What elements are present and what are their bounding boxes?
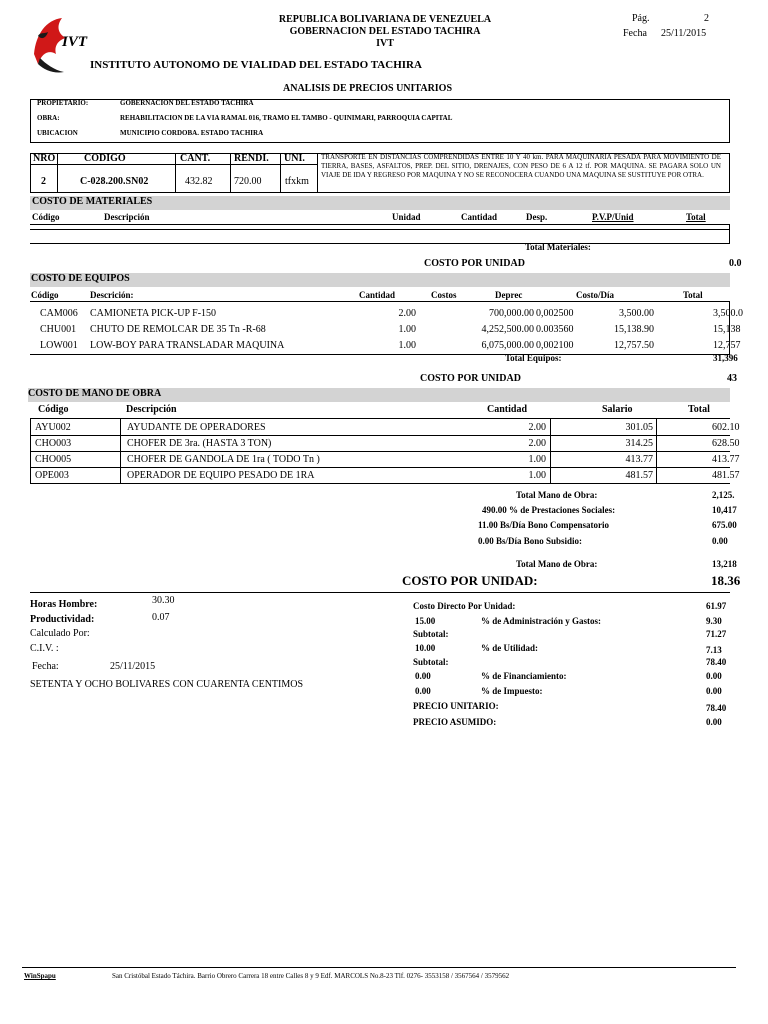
subtotal1-value: 71.27 [706, 629, 727, 639]
equipment-header-cost: Costos [431, 290, 457, 300]
item-nro: 2 [41, 176, 46, 187]
subtotal1-label: Subtotal: [413, 629, 449, 639]
labor-desc: OPERADOR DE EQUIPO PESADO DE 1RA [127, 470, 315, 481]
materials-total-label: Total Materiales: [525, 242, 591, 252]
labor-desc: CHOFER DE 3ra. (HASTA 3 TON) [127, 438, 272, 449]
tax-value: 0.00 [706, 686, 722, 696]
labor-total-value: 2,125. [712, 490, 735, 500]
equipment-deprec: 0,002500 [536, 308, 574, 319]
labor-total: 481.57 [712, 470, 740, 481]
labor-title: COSTO DE MANO DE OBRA [28, 388, 162, 399]
equipment-header-qty: Cantidad [359, 290, 396, 300]
labor-total: 628.50 [712, 438, 740, 449]
date-value: 25/11/2015 [661, 28, 707, 39]
equipment-qty: 2.00 [398, 308, 416, 319]
materials-unit-cost-label: COSTO POR UNIDAD [424, 258, 525, 269]
equipment-header-desc: Descrición: [90, 290, 134, 300]
labor-total: 413.77 [712, 454, 740, 465]
equipment-cost: 4,252,500.00 [481, 324, 534, 335]
labor-header-code: Código [38, 404, 69, 415]
location-label: UBICACION [37, 129, 78, 137]
productivity-value: 0.07 [152, 612, 170, 623]
equipment-code: CHU001 [40, 324, 77, 335]
summary-date-value: 25/11/2015 [110, 661, 156, 672]
equipment-total-label: Total Equipos: [505, 353, 562, 363]
equipment-qty: 1.00 [398, 340, 416, 351]
equipment-bar [30, 273, 730, 287]
labor-subsidy-label: 0.00 Bs/Día Bono Subsidio: [478, 536, 583, 546]
equipment-deprec: 0.003560 [536, 324, 574, 335]
materials-header-unit: Unidad [392, 212, 421, 222]
institute-name: INSTITUTO AUTONOMO DE VIALIDAD DEL ESTADO TACHIRA [90, 59, 422, 71]
labor-salary: 481.57 [625, 470, 653, 481]
location-value: MUNICIPIO CORDOBA. ESTADO TACHIRA [120, 129, 264, 137]
materials-title: COSTO DE MATERIALES [32, 196, 153, 207]
equipment-daily: 12,757.50 [614, 340, 654, 351]
admin-pct: 15.00 [415, 616, 436, 626]
equipment-unit-cost-label: COSTO POR UNIDAD [420, 373, 521, 384]
labor-desc: CHOFER DE GANDOLA DE 1ra ( TODO Tn ) [127, 454, 320, 465]
labor-qty: 2.00 [528, 438, 546, 449]
equipment-title: COSTO DE EQUIPOS [31, 273, 130, 284]
equipment-code: LOW001 [40, 340, 78, 351]
tax-label: % de Impuesto: [481, 686, 543, 696]
materials-table [30, 224, 730, 244]
assumed-price-value: 0.00 [706, 717, 722, 727]
summary-date-label: Fecha: [32, 661, 59, 672]
labor-grand-value: 13,218 [712, 559, 737, 569]
header-line2: GOBERNACION DEL ESTADO TACHIRA [289, 26, 481, 37]
labor-header-total: Total [688, 404, 710, 415]
labor-unit-cost-label: COSTO POR UNIDAD: [402, 573, 538, 588]
materials-header-qty: Cantidad [461, 212, 498, 222]
item-header-rend: RENDI. [234, 153, 269, 164]
materials-header-desc: Descripción [104, 212, 150, 222]
labor-qty: 1.00 [528, 470, 546, 481]
financing-pct: 0.00 [415, 671, 431, 681]
equipment-header-total: Total [683, 290, 703, 300]
labor-benefits-label: 490.00 % de Prestaciones Sociales: [482, 505, 616, 515]
civ-label: C.I.V. : [30, 643, 59, 654]
equipment-unit-cost-value: 43 [727, 373, 737, 384]
admin-value: 9.30 [706, 616, 722, 626]
equipment-desc: LOW-BOY PARA TRANSLADAR MAQUINA [90, 340, 285, 351]
productivity-label: Productividad: [30, 614, 95, 625]
materials-header-total: Total [686, 212, 706, 222]
admin-label: % de Administración y Gastos: [481, 616, 602, 626]
utility-label: % de Utilidad: [481, 643, 539, 653]
equipment-header-code: Código [31, 290, 59, 300]
labor-salary: 413.77 [625, 454, 653, 465]
labor-unit-cost-value: 18.36 [711, 573, 741, 588]
equipment-total: 15,138 [713, 324, 741, 335]
labor-total-label: Total Mano de Obra: [516, 490, 598, 500]
unit-price-label: PRECIO UNITARIO: [413, 701, 499, 711]
unit-price-value: 78.40 [706, 703, 727, 713]
labor-code: CHO005 [35, 454, 72, 465]
header-line1: REPUBLICA BOLIVARIANA DE VENEZUELA [278, 14, 492, 25]
materials-header-desp: Desp. [526, 212, 548, 222]
owner-value: GOBERNACION DEL ESTADO TACHIRA [120, 99, 254, 107]
labor-header-qty: Cantidad [487, 404, 528, 415]
labor-qty: 1.00 [528, 454, 546, 465]
labor-benefits-value: 10,417 [712, 505, 737, 515]
item-unit: tfxkm [285, 176, 309, 187]
labor-code: CHO003 [35, 438, 72, 449]
labor-bonus-label: 11.00 Bs/Día Bono Compensatorio [478, 520, 610, 530]
item-header-qty: CANT. [180, 153, 211, 164]
equipment-deprec: 0,002100 [536, 340, 574, 351]
equipment-total: 3,500.0 [713, 308, 743, 319]
labor-subsidy-value: 0.00 [712, 536, 728, 546]
labor-header-salary: Salario [602, 404, 633, 415]
page-label: Pág. [632, 13, 650, 24]
subtotal2-value: 78.40 [706, 657, 727, 667]
equipment-desc: CHUTO DE REMOLCAR DE 35 Tn -R-68 [90, 324, 266, 335]
equipment-cost: 6,075,000.00 [481, 340, 534, 351]
equipment-cost: 700,000.00 [489, 308, 534, 319]
labor-total: 602.10 [712, 422, 740, 433]
header-line3: IVT [376, 38, 394, 49]
item-header-code: CODIGO [84, 153, 126, 164]
equipment-total-value: 31,396 [713, 353, 738, 363]
amount-in-words: SETENTA Y OCHO BOLIVARES CON CUARENTA CENTIMOS [30, 679, 304, 690]
labor-qty: 2.00 [528, 422, 546, 433]
labor-desc: AYUDANTE DE OPERADORES [127, 422, 266, 433]
footer-brand: WinSpapu [24, 972, 56, 980]
materials-header-pvp: P.V.P/Unid [592, 212, 634, 222]
utility-value: 7.13 [706, 645, 722, 655]
equipment-header-daily: Costo/Día [576, 290, 614, 300]
labor-grand-label: Total Mano de Obra: [516, 559, 598, 569]
owner-label: PROPIETARIO: [37, 99, 89, 107]
labor-bonus-value: 675.00 [712, 520, 737, 530]
equipment-desc: CAMIONETA PICK-UP F-150 [90, 308, 217, 319]
calculated-by-label: Calculado Por: [30, 628, 90, 639]
date-label: Fecha [623, 28, 647, 39]
item-code: C-028.200.SN02 [80, 176, 149, 187]
item-qty: 432.82 [185, 176, 213, 187]
equipment-daily: 3,500.00 [619, 308, 654, 319]
assumed-price-label: PRECIO ASUMIDO: [413, 717, 497, 727]
direct-cost-label: Costo Directo Por Unidad: [413, 601, 516, 611]
page-value: 2 [704, 13, 709, 24]
equipment-daily: 15,138.90 [614, 324, 654, 335]
hours-label: Horas Hombre: [30, 599, 98, 610]
logo [28, 14, 88, 76]
materials-header-code: Código [32, 212, 60, 222]
item-rend: 720.00 [234, 176, 262, 187]
labor-code: AYU002 [35, 422, 71, 433]
labor-header-desc: Descripción [126, 404, 177, 415]
work-label: OBRA: [37, 114, 60, 122]
item-header-nro: NRO [33, 153, 56, 164]
document-title: ANALISIS DE PRECIOS UNITARIOS [283, 83, 453, 94]
tax-pct: 0.00 [415, 686, 431, 696]
hours-value: 30.30 [152, 595, 175, 606]
equipment-header-deprec: Deprec [495, 290, 523, 300]
financing-value: 0.00 [706, 671, 722, 681]
logo-text: IVT [62, 34, 88, 50]
utility-pct: 10.00 [415, 643, 436, 653]
equipment-qty: 1.00 [398, 324, 416, 335]
labor-salary: 301.05 [625, 422, 653, 433]
financing-label: % de Financiamiento: [481, 671, 567, 681]
item-header-unit: UNI. [284, 153, 305, 164]
summary-divider [30, 592, 730, 593]
equipment-code: CAM006 [40, 308, 78, 319]
item-description: TRANSPORTE EN DISTANCIAS COMPRENDIDAS ENTRE 10 Y 40 km. PARA MAQUINARIA PESADA PARA MOVIMIENTO DE TIERRA, BASES, ASFALTOS, PREP. DEL SITIO, DRENAJES, CON PESO DE 6 A 12 tf. POR MAQUINA. SE PAGARA SOLO UN VIAJE DE IDA Y REGRESO POR MAQUINA Y NO SE RECONOCERA CUANDO UNA MAQUINA SE SUSTITUYE POR OTRA. [321, 153, 721, 179]
work-value: REHABILITACION DE LA VIA RAMAL 016, TRAMO EL TAMBO - QUINIMARI, PARROQUIA CAPITAL [120, 114, 453, 122]
equipment-total: 12,757 [713, 340, 741, 351]
labor-code: OPE003 [35, 470, 69, 481]
labor-salary: 314.25 [625, 438, 653, 449]
direct-cost-value: 61.97 [706, 601, 727, 611]
footer-address: San Cristóbal Estado Táchira. Barrio Obrero Carrera 18 entre Calles 8 y 9 Edf. MARCOLS No.8-23 Tlf. 0276- 3553158 / 3567564 / 3579562 [112, 972, 510, 980]
subtotal2-label: Subtotal: [413, 657, 449, 667]
materials-unit-cost-value: 0.0 [729, 258, 742, 269]
footer-divider [22, 967, 736, 968]
